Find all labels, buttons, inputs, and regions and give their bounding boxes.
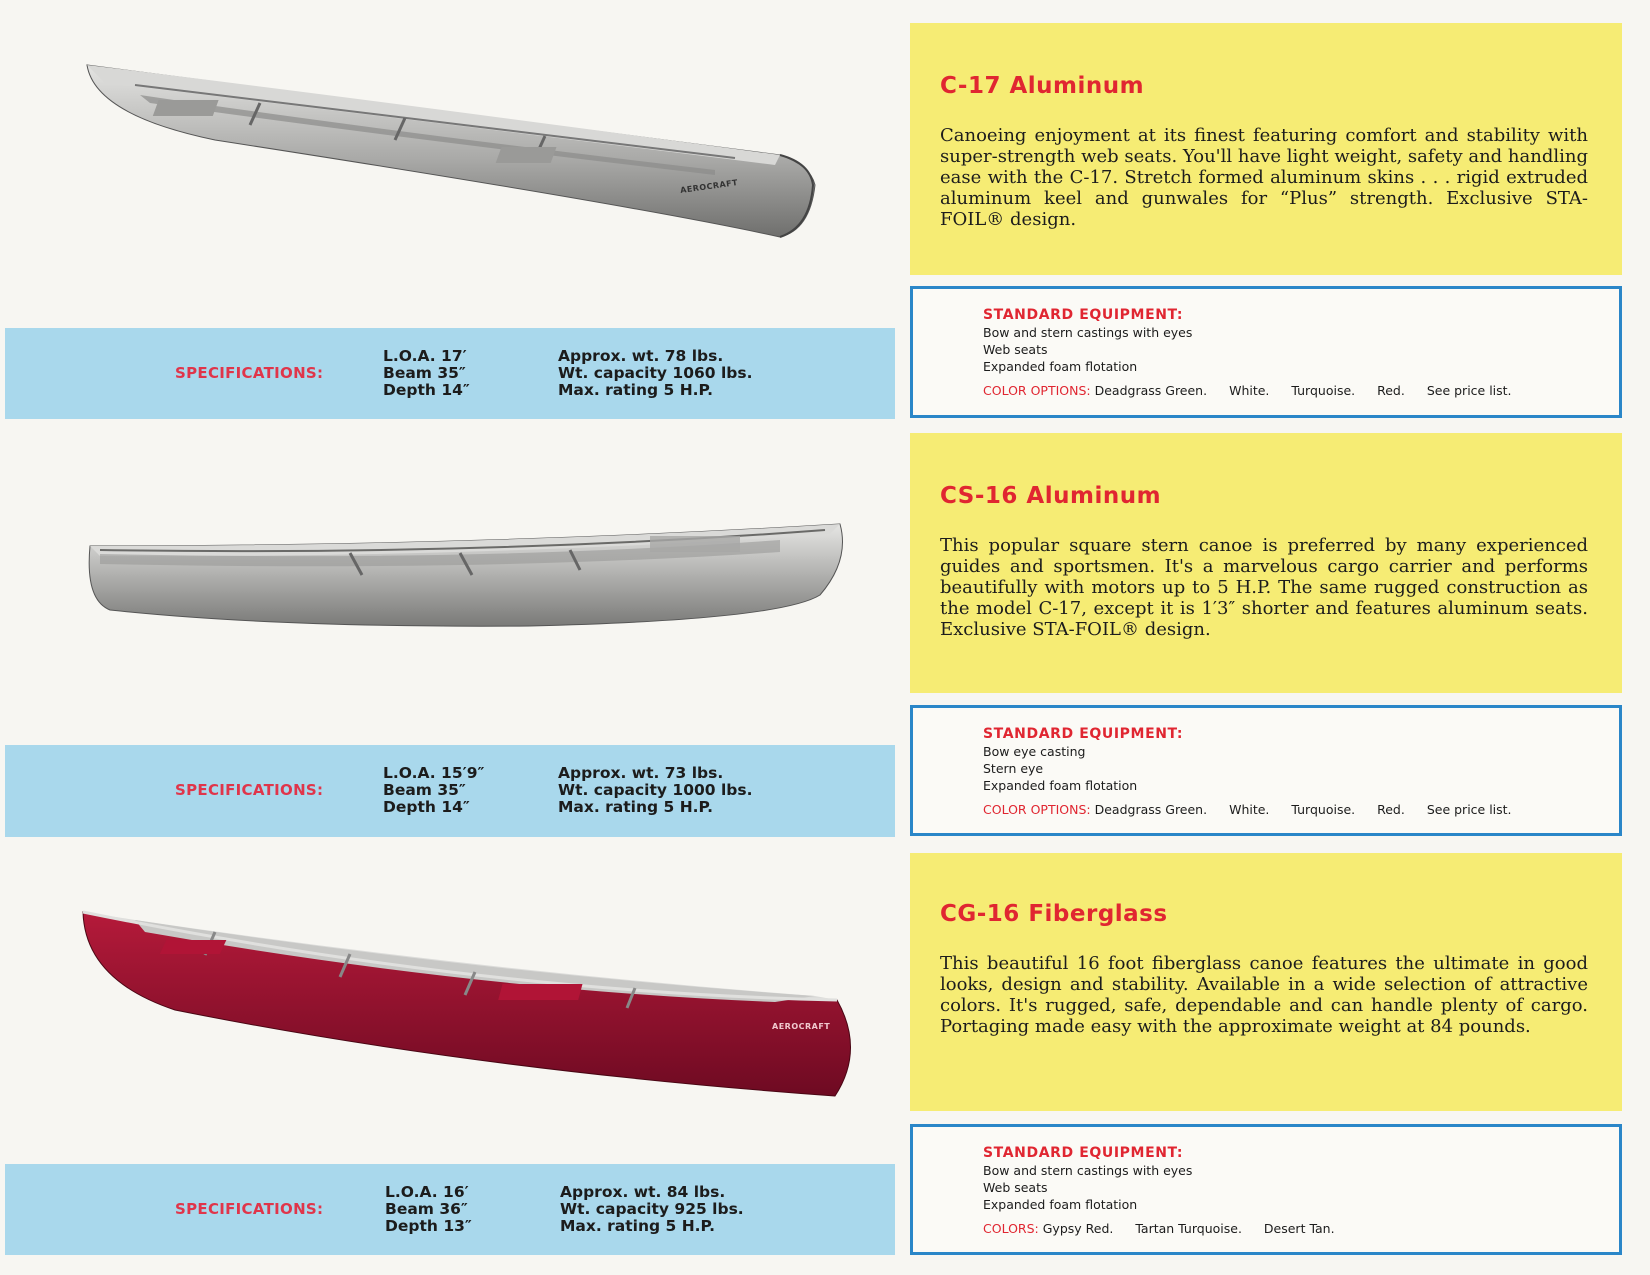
colors-label: COLORS: xyxy=(983,1221,1039,1236)
spec-max-rating: Max. rating 5 H.P. xyxy=(560,1217,715,1235)
description-panel-c17 xyxy=(910,23,1622,275)
model-title: CS-16 Aluminum xyxy=(940,483,1162,509)
spec-capacity: Wt. capacity 1060 lbs. xyxy=(558,364,753,382)
color-options-label: COLOR OPTIONS: xyxy=(983,383,1091,398)
equipment-item: Expanded foam flotation xyxy=(983,359,1138,374)
spec-capacity: Wt. capacity 925 lbs. xyxy=(560,1200,744,1218)
canoe-photo-cg16 xyxy=(75,900,865,1100)
spec-weight: Approx. wt. 78 lbs. xyxy=(558,347,724,365)
color-options xyxy=(983,1220,1353,1237)
color-option: Turquoise. xyxy=(1291,802,1356,817)
equipment-box-c17 xyxy=(910,286,1622,418)
color-options-label: COLOR OPTIONS: xyxy=(983,802,1091,817)
equipment-title: STANDARD EQUIPMENT: xyxy=(983,726,1184,742)
spec-dimensions xyxy=(383,765,484,816)
color-option: Desert Tan. xyxy=(1263,1221,1335,1236)
spec-max-rating: Max. rating 5 H.P. xyxy=(558,798,713,816)
equipment-item: Bow and stern castings with eyes xyxy=(983,325,1193,340)
equipment-title: STANDARD EQUIPMENT: xyxy=(983,307,1184,323)
spec-loa: L.O.A. 16′ xyxy=(385,1183,469,1201)
color-option: Red. xyxy=(1377,383,1405,398)
spec-ratings xyxy=(560,1184,744,1235)
canoe-photo-cs16 xyxy=(80,520,860,640)
equipment-item: Bow eye casting xyxy=(983,744,1086,759)
price-list-note: See price list. xyxy=(1426,802,1512,817)
equipment-item: Web seats xyxy=(983,342,1048,357)
model-description: This popular square stern canoe is preferred by many experienced guides and sportsmen. It's a marvelous cargo carrier and performs beautifully with motors up to 5 H.P. The same rugged construction as the model C-17, except it is 1′3″ shorter and features aluminum seats. Exclusive STA-FOIL® design. xyxy=(940,535,1588,640)
equipment-item: Stern eye xyxy=(983,761,1044,776)
equipment-item: Expanded foam flotation xyxy=(983,778,1138,793)
spec-loa: L.O.A. 17′ xyxy=(383,347,467,365)
color-option: Deadgrass Green. xyxy=(1094,383,1208,398)
spec-depth: Depth 14″ xyxy=(383,798,470,816)
equipment-item: Expanded foam flotation xyxy=(983,1197,1138,1212)
spec-weight: Approx. wt. 84 lbs. xyxy=(560,1183,726,1201)
model-description: Canoeing enjoyment at its finest featuring comfort and stability with super-strength web seats. You'll have light weight, safety and handling ease with the C-17. Stretch formed aluminum skins . . . rigid extruded aluminum keel and gunwales for “Plus” strength. Exclusive STA-FOIL® design. xyxy=(940,125,1588,230)
spec-ratings xyxy=(558,765,752,816)
canoe-photo-c17 xyxy=(75,55,855,270)
hull-badge-cg16: AEROCRAFT xyxy=(772,1022,831,1031)
color-option: Red. xyxy=(1377,802,1405,817)
spec-weight: Approx. wt. 73 lbs. xyxy=(558,764,724,782)
color-option: White. xyxy=(1229,383,1270,398)
equipment-item: Bow and stern castings with eyes xyxy=(983,1163,1193,1178)
spec-label: SPECIFICATIONS: xyxy=(175,364,324,382)
equipment-item: Web seats xyxy=(983,1180,1048,1195)
color-option: White. xyxy=(1229,802,1270,817)
spec-capacity: Wt. capacity 1000 lbs. xyxy=(558,781,753,799)
equipment-box-cg16 xyxy=(910,1124,1622,1255)
description-panel-cg16 xyxy=(910,853,1622,1111)
color-options xyxy=(983,801,1530,818)
spec-beam: Beam 35″ xyxy=(383,364,466,382)
equipment-title: STANDARD EQUIPMENT: xyxy=(983,1145,1184,1161)
model-description: This beautiful 16 foot fiberglass canoe features the ultimate in good looks, design and stability. Available in a wide selection of attractive colors. It's rugged, safe, dependable and can handle plenty of cargo. Portaging made easy with the approximate weight at 84 pounds. xyxy=(940,953,1588,1037)
color-option: Gypsy Red. xyxy=(1042,1221,1114,1236)
color-options xyxy=(983,382,1530,399)
spec-dimensions xyxy=(385,1184,472,1235)
spec-band-c17 xyxy=(5,328,895,419)
color-option: Deadgrass Green. xyxy=(1094,802,1208,817)
spec-depth: Depth 14″ xyxy=(383,381,470,399)
price-list-note: See price list. xyxy=(1426,383,1512,398)
hull-badge-c17: AEROCRAFT xyxy=(679,177,739,196)
model-title: CG-16 Fiberglass xyxy=(940,901,1168,927)
description-panel-cs16 xyxy=(910,433,1622,693)
model-title: C-17 Aluminum xyxy=(940,73,1145,99)
equipment-box-cs16 xyxy=(910,705,1622,836)
spec-band-cg16 xyxy=(5,1164,895,1255)
spec-max-rating: Max. rating 5 H.P. xyxy=(558,381,713,399)
spec-band-cs16 xyxy=(5,745,895,837)
spec-loa: L.O.A. 15′9″ xyxy=(383,764,485,782)
spec-ratings xyxy=(558,348,752,399)
spec-label: SPECIFICATIONS: xyxy=(175,1200,324,1218)
spec-beam: Beam 35″ xyxy=(383,781,466,799)
color-option: Tartan Turquoise. xyxy=(1135,1221,1242,1236)
color-option: Turquoise. xyxy=(1291,383,1356,398)
spec-dimensions xyxy=(383,348,470,399)
spec-depth: Depth 13″ xyxy=(385,1217,472,1235)
spec-beam: Beam 36″ xyxy=(385,1200,468,1218)
spec-label: SPECIFICATIONS: xyxy=(175,781,324,799)
